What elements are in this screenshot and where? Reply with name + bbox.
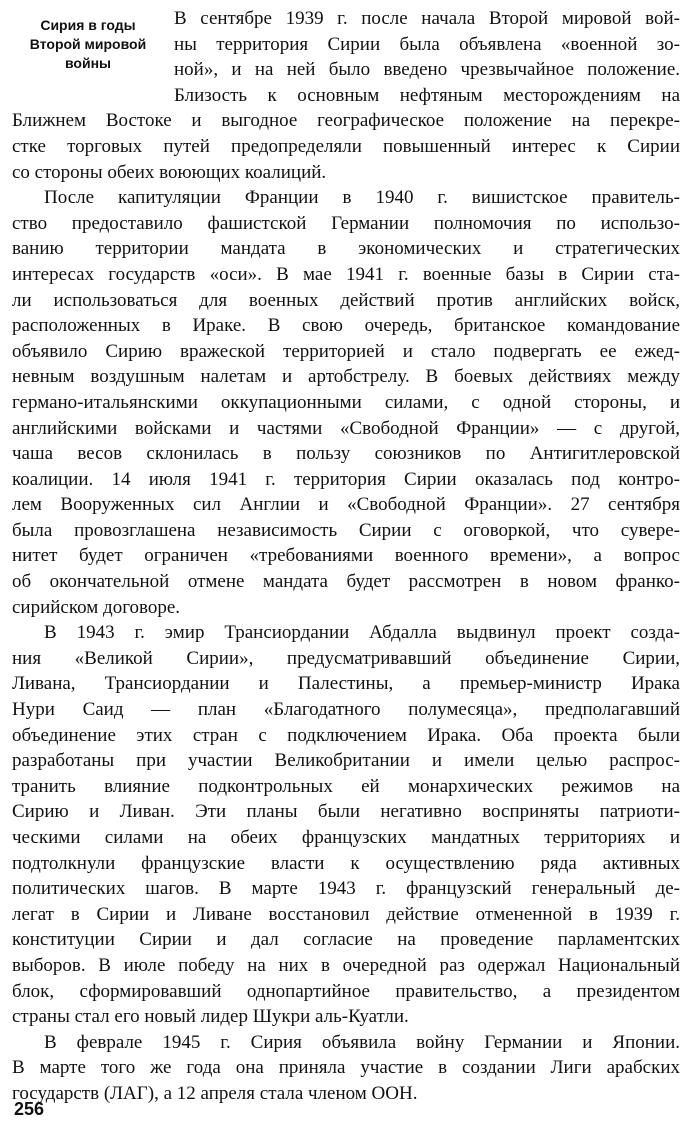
text-line: ны территория Сирии была объявлена «военной зо-: [174, 33, 680, 55]
text-line: конституции Сирии и дал согласие на проведение парламентских: [12, 929, 680, 951]
first-paragraph-block: [12, 6, 680, 185]
text-line: В феврале 1945 г. Сирия объявила войну Германии и Японии.: [44, 1031, 680, 1053]
text-line: ния «Великой Сирии», предусматривавший объединение Сирии,: [12, 647, 680, 669]
text-line: была провозглашена независимость Сирии с оговоркой, что сувере-: [12, 519, 680, 541]
text-line: государств (ЛАГ), а 12 апреля стала членом ООН.: [12, 1082, 418, 1104]
text-line: ли использоваться для военных действий против английских войск,: [12, 289, 680, 311]
paragraph-4: [12, 1030, 680, 1107]
text-line: После капитуляции Франции в 1940 г. вишистское правитель-: [44, 187, 680, 209]
page-number: 256: [14, 1099, 45, 1119]
text-line: об окончательной отмене мандата будет рассмотрен в новом франко-: [12, 571, 680, 593]
text-line: коалиции. 14 июля 1941 г. территория Сирии оказалась под контро-: [12, 468, 680, 490]
paragraph-2: [12, 185, 680, 620]
text-line: Ливана, Трансиордании и Палестины, а премьер-министр Ирака: [12, 673, 680, 695]
text-line: Ближнем Востоке и выгодное географическое положение на перекре-: [12, 110, 680, 132]
text-line: блок, сформировавший однопартийное правительство, а президентом: [12, 980, 680, 1002]
text-line: расположенных в Ираке. В свою очередь, британское командование: [12, 315, 680, 337]
side-heading-line: Второй мировой: [29, 36, 147, 52]
text-line: со стороны обеих воюющих коалиций.: [12, 161, 327, 183]
text-line: интересах государств «оси». В мае 1941 г. военные базы в Сирии ста-: [12, 263, 680, 285]
page-body: [12, 6, 680, 1107]
text-line: ной», и на ней было введено чрезвычайное положение.: [174, 59, 680, 81]
text-line: сирийском договоре.: [12, 596, 181, 618]
text-line: ческими силами на обеих французских мандатных территориях и: [12, 827, 680, 848]
paragraph-3: [12, 620, 680, 1030]
side-heading: [12, 16, 164, 73]
text-line: Сирию и Ливан. Эти планы были негативно восприняты патриоти-: [12, 801, 680, 823]
side-heading-line: войны: [65, 55, 111, 71]
text-line: германо-итальянскими оккупационными силами, с одной стороны, и: [12, 391, 680, 413]
text-line: В сентябре 1939 г. после начала Второй мировой вой-: [174, 8, 680, 29]
text-line: выборов. В июле победу на них в очередной раз одержал Национальный: [12, 954, 680, 976]
text-line: объявило Сирию вражеской территорией и стало подвергать ее ежед-: [12, 340, 680, 362]
text-line: страны стал его новый лидер Шукри аль-Куатли.: [12, 1006, 409, 1028]
text-line: В марте того же года она приняла участие в создании Лиги арабских: [12, 1057, 680, 1079]
text-line: ванию территории мандата в экономических и стратегических: [12, 238, 680, 260]
text-line: нитет будет ограничен «требованиями военного времени», а вопрос: [12, 545, 680, 567]
text-line: транить влияние подконтрольных ей монархических режимов на: [12, 775, 680, 797]
text-line: невным воздушным налетам и артобстрелу. В боевых действиях между: [12, 366, 680, 388]
text-line: объединение этих стран с подключением Ирака. Оба проекта были: [12, 724, 680, 746]
text-line: подтолкнули французские власти к осуществлению ряда активных: [12, 852, 680, 874]
text-line: Нури Саид — план «Благодатного полумесяца», предполагавший: [12, 699, 680, 721]
side-heading-line: Сирия в годы: [40, 17, 136, 33]
text-line: стке торговых путей предопределяли повышенный интерес к Сирии: [12, 135, 680, 157]
text-line: лем Вооруженных сил Англии и «Свободной Франции». 27 сентября: [12, 494, 680, 516]
text-line: легат в Сирии и Ливане восстановил действие отмененной в 1939 г.: [12, 903, 680, 925]
text-line: разработаны при участии Великобритании и имели целью распрос-: [12, 750, 680, 772]
text-line: В 1943 г. эмир Трансиордании Абдалла выдвинул проект созда-: [44, 622, 680, 644]
text-line: Близость к основным нефтяным месторождениям на: [174, 84, 680, 106]
text-line: политических шагов. В марте 1943 г. французский генеральный де-: [12, 878, 680, 900]
text-line: английскими войсками и частями «Свободной Франции» — с другой,: [12, 417, 680, 439]
text-line: чаша весов склонилась в пользу союзников по Антигитлеровской: [12, 443, 680, 465]
text-line: ство предоставило фашистской Германии полномочия по использо-: [12, 212, 680, 234]
